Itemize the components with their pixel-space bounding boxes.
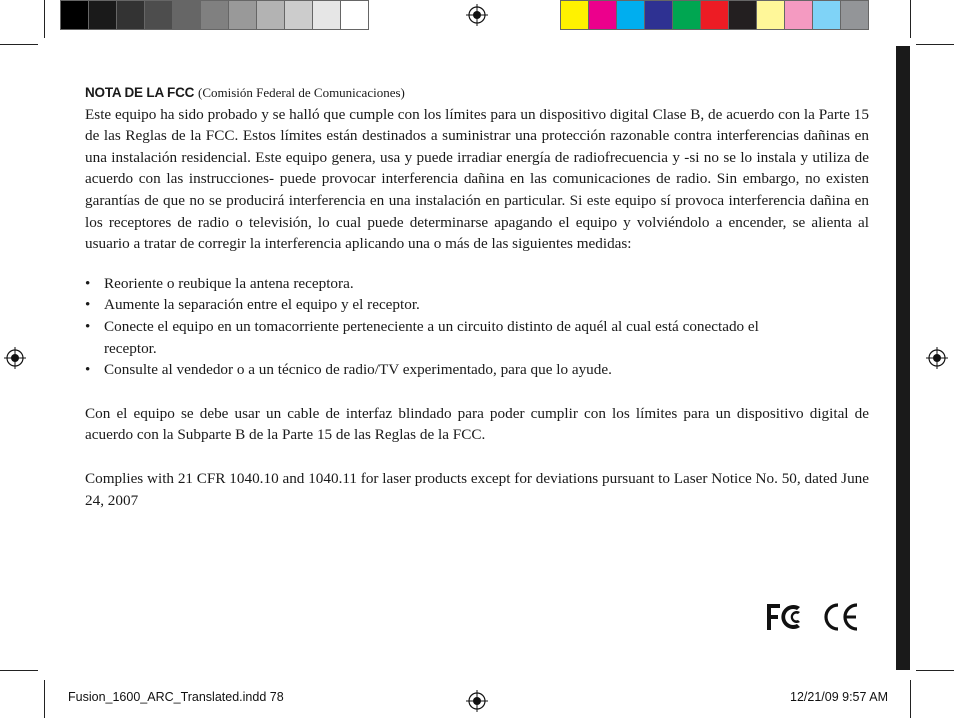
notice-subheading: (Comisión Federal de Comunicaciones) bbox=[198, 85, 405, 100]
gray-calibration-bar bbox=[60, 0, 368, 32]
notice-paragraph-1: Este equipo ha sido probado y se halló que cumple con los límites para un dispositivo digital Clase B, de acuerdo con la Parte 15 de las Reglas de la FCC. Estos límites están destinados a suministrar una protección razonable contra interferencias dañinas en una instalación residencial. Este equipo genera, usa y puede irradiar energía de radiofrecuencia y -si no se lo instala y utiliza de acuerdo con las instrucciones- puede provocar interferencia dañina en las comunicaciones de radio. Sin embargo, no existen garantías de que no se producirá interferencia en una instalación en particular. Si este equipo sí provoca interferencia dañina en los receptores de radio o televisión, lo cual puede determinarse apagando el equipo y volviéndolo a encender, se alienta al usuario a tratar de corregir la interferencia aplicando una o más de las siguientes medidas: bbox=[85, 105, 869, 253]
crop-mark-top-right-v bbox=[910, 0, 911, 38]
crop-mark-top-right-h bbox=[916, 44, 954, 45]
color-swatch bbox=[812, 0, 841, 30]
bullet-glyph: • bbox=[85, 361, 91, 379]
color-swatch bbox=[200, 0, 229, 30]
color-swatch bbox=[700, 0, 729, 30]
color-swatch bbox=[728, 0, 757, 30]
registration-mark-icon bbox=[466, 690, 488, 712]
notice-heading: NOTA DE LA FCC bbox=[85, 85, 195, 100]
color-swatch bbox=[312, 0, 341, 30]
notice-paragraph-3: Complies with 21 CFR 1040.10 and 1040.11 for laser products except for deviations pursuant to Laser Notice No. 50, dated June 24, 2007 bbox=[85, 469, 869, 509]
registration-mark-icon bbox=[926, 347, 948, 369]
color-swatch bbox=[840, 0, 869, 30]
color-swatch bbox=[616, 0, 645, 30]
crop-mark-top-left-v bbox=[44, 0, 45, 38]
color-swatch bbox=[560, 0, 589, 30]
crop-mark-bottom-left-h bbox=[0, 670, 38, 671]
fcc-logo-icon bbox=[764, 600, 806, 634]
indd-file-slug: Fusion_1600_ARC_Translated.indd 78 bbox=[68, 690, 284, 704]
fcc-notice bbox=[85, 82, 869, 511]
notice-paragraph-2: Con el equipo se debe usar un cable de interfaz blindado para poder cumplir con los límites para un dispositivo digital de acuerdo con la Subparte B de la Parte 15 de las Reglas de la FCC. bbox=[85, 404, 869, 444]
color-swatch bbox=[588, 0, 617, 30]
registration-mark-icon bbox=[466, 4, 488, 26]
color-swatch bbox=[88, 0, 117, 30]
color-swatch bbox=[256, 0, 285, 30]
color-swatch bbox=[228, 0, 257, 30]
color-swatch bbox=[172, 0, 201, 30]
measures-list bbox=[85, 273, 869, 381]
page-edge-tab bbox=[896, 46, 910, 670]
crop-mark-top-left-h bbox=[0, 44, 38, 45]
bullet-glyph: • bbox=[85, 317, 91, 335]
list-item: • Aumente la separación entre el equipo y el receptor. bbox=[85, 294, 869, 316]
color-swatch bbox=[60, 0, 89, 30]
crop-mark-bottom-right-v bbox=[910, 680, 911, 718]
crop-mark-bottom-left-v bbox=[44, 680, 45, 718]
ce-mark-icon bbox=[820, 600, 860, 634]
color-swatch bbox=[144, 0, 173, 30]
color-swatch bbox=[784, 0, 813, 30]
crop-mark-bottom-right-h bbox=[916, 670, 954, 671]
bullet-glyph: • bbox=[85, 296, 91, 314]
color-swatch bbox=[116, 0, 145, 30]
color-calibration-bar bbox=[560, 0, 868, 32]
list-item: • Reoriente o reubique la antena receptora. bbox=[85, 273, 869, 295]
registration-mark-icon bbox=[4, 347, 26, 369]
color-swatch bbox=[340, 0, 369, 30]
print-timestamp: 12/21/09 9:57 AM bbox=[790, 690, 888, 704]
color-swatch bbox=[756, 0, 785, 30]
list-item: • Conecte el equipo en un tomacorriente perteneciente a un circuito distinto de aquél al cual está conectado el receptor. bbox=[85, 317, 759, 357]
color-swatch bbox=[284, 0, 313, 30]
bullet-glyph: • bbox=[85, 274, 91, 292]
list-item: • Consulte al vendedor o a un técnico de radio/TV experimentado, para que lo ayude. bbox=[85, 359, 869, 381]
color-swatch bbox=[672, 0, 701, 30]
color-swatch bbox=[644, 0, 673, 30]
compliance-logos bbox=[764, 600, 860, 634]
notice-title-row bbox=[85, 82, 869, 104]
